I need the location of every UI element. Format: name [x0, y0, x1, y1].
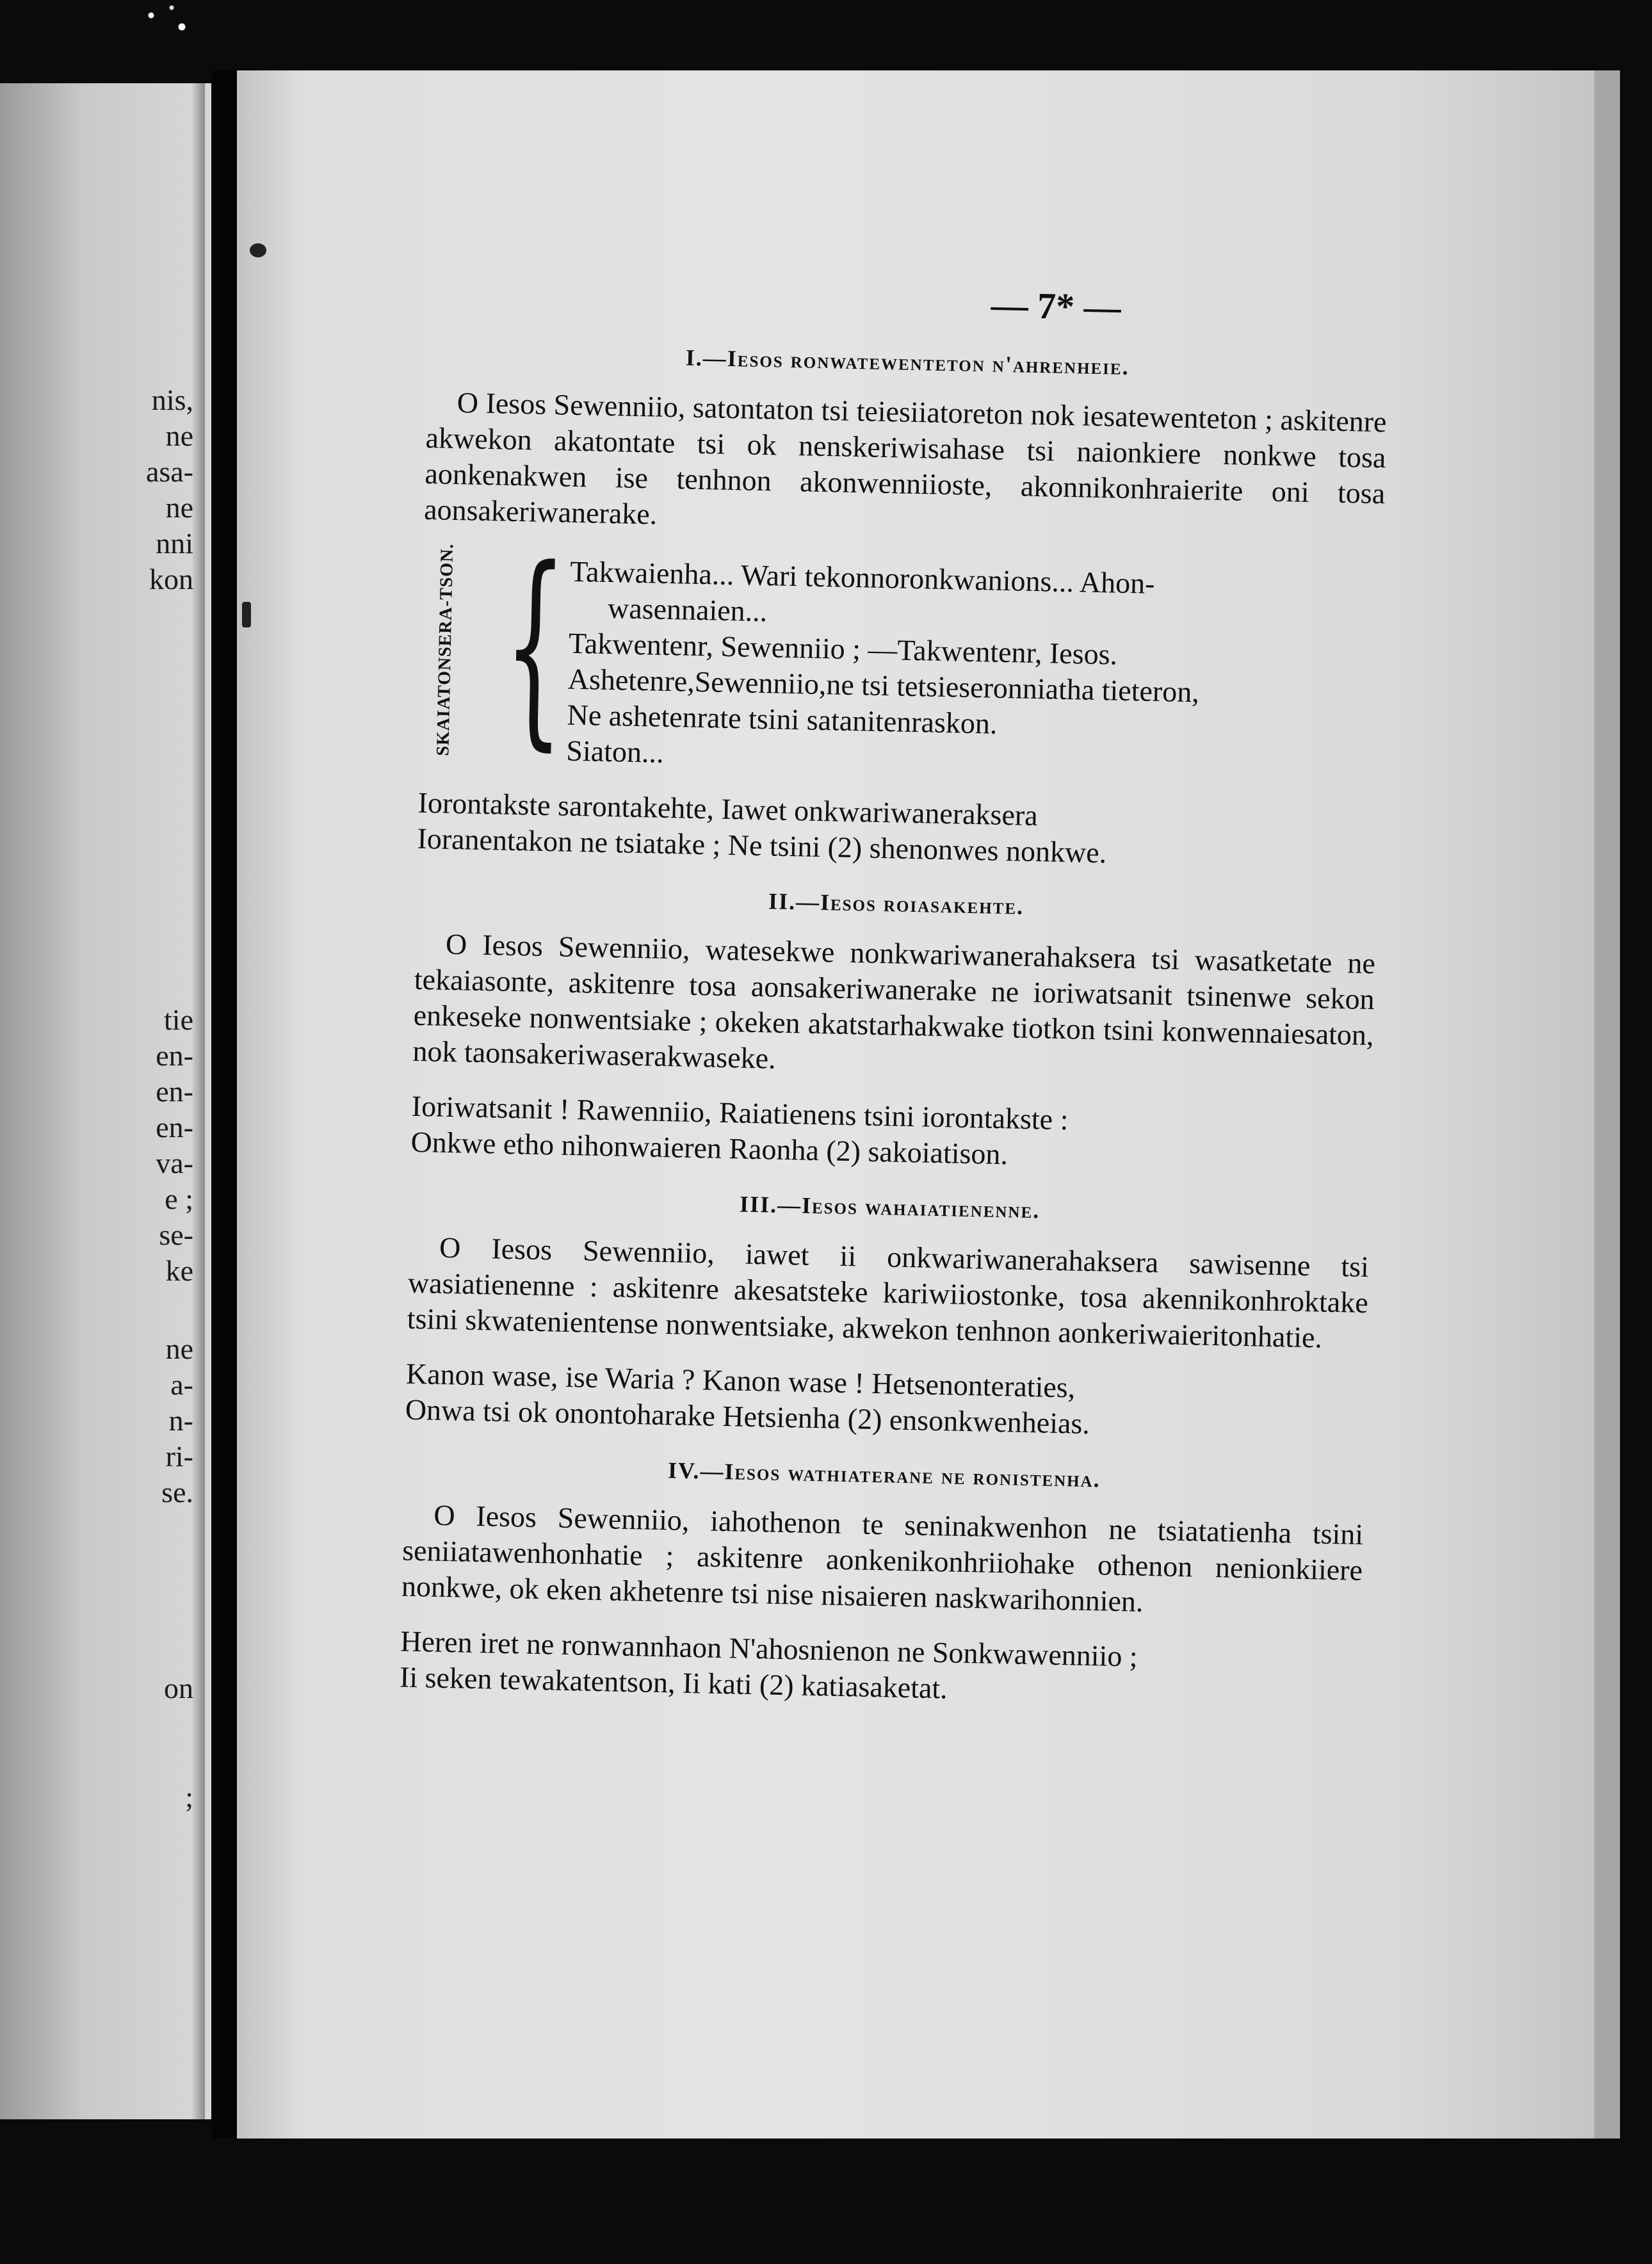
verse	[405, 1356, 1366, 1448]
bracket-line: Siaton...	[565, 734, 665, 769]
left-page-fragment: se.	[161, 1476, 193, 1508]
scan-specks	[141, 0, 192, 38]
left-page-fragment: en-	[156, 1111, 193, 1144]
verse	[400, 1624, 1361, 1715]
bracket-line: Ashetenre,Sewenniio,ne tsi tetsieseronniatha tieteron,	[567, 662, 1200, 709]
book-spine	[211, 70, 237, 2139]
left-page-fragment: en-	[156, 1039, 193, 1072]
verse-line: Heren iret ne ronwannhaon N'ahosnienon ne Sonkwawenniio ;	[400, 1624, 1138, 1673]
curly-brace: {	[501, 522, 568, 770]
bracket-line: wasennaien...	[607, 591, 768, 628]
left-page-fragment: on	[164, 1672, 193, 1704]
page-number: — 7* —	[991, 284, 1122, 328]
verse	[417, 785, 1379, 877]
left-page-fragment: en-	[156, 1075, 193, 1108]
section-paragraph: O Iesos Sewenniio, satontaton tsi teiesiiatoreton nok iesatewenteton ; askitenre akwekon akatontate tsi ok nenskeriwisahase tsi naionkiere nonkwe tosa aonkenakwen ise tenhnon akonwenniioste, akonnikonhraierite oni tosa aonsakeriwanerake.	[423, 385, 1388, 531]
left-page-fragment: asa-	[145, 455, 193, 488]
side-label-text: SKAIATONSERA-TSON.	[433, 543, 458, 756]
left-page-fragment: tie	[164, 1003, 193, 1036]
verse-line: Onwa tsi ok onontoharake Hetsienha (2) ensonkwenheias.	[405, 1393, 1090, 1440]
bracket-lines	[566, 554, 1384, 786]
left-page-fragment: e ;	[165, 1183, 193, 1215]
left-page-fragment: se-	[159, 1218, 193, 1251]
left-page-fragment: a-	[170, 1368, 193, 1401]
page-content	[399, 275, 1389, 1734]
left-page-fragment: nni	[156, 527, 193, 560]
bracket-line: Takwaienha... Wari tekonnoronkwanions... Ahon-	[569, 554, 1156, 600]
section-heading: I.—Iesos ronwatewenteton n'ahrenheie.	[685, 344, 1130, 380]
left-page-fragment: n-	[168, 1404, 193, 1437]
scan-mark	[242, 602, 251, 627]
left-page-fragment: kon	[149, 563, 193, 595]
section-paragraph: O Iesos Sewenniio, iahothenon te seninakwenhon ne tsiatatienha tsini seniiatawenhonhatie ; askitenre aonkenikonhriiohake othenon nenionkiiere nonkwe, ok eken akhetenre tsi nise nisaieren naskwarihonnien.	[401, 1498, 1364, 1618]
left-page-fragment: ri-	[165, 1440, 193, 1473]
left-page-fragment: ke	[165, 1254, 193, 1287]
section-paragraph: O Iesos Sewenniio, watesekwe nonkwariwanerahaksera tsi wasatketate ne tekaiasonte, askitenre tosa aonsakeriwanerake ne ioriwatsanit tsinenwe sekon enkeseke nonwentsiake ; okeken akatstarhakwake tiotkon tsini konwennaiesaton, nok taonsakeriwaserakwaseke.	[412, 927, 1376, 1075]
left-page	[0, 83, 211, 2119]
scan-mark	[250, 243, 266, 257]
section-heading: III.—Iesos wahaiatienenne.	[739, 1191, 1041, 1224]
prayer-bracket-block	[419, 522, 1384, 782]
section-paragraph: O Iesos Sewenniio, iawet ii onkwariwanerahaksera sawisenne tsi wasiatienenne : askitenre akesatsteke kariwiiostonke, tosa akennikonhroktake tsini skwatenientense nonwentsiake, akwekon tenhnon aonkeriwaieritonhatie.	[407, 1231, 1370, 1354]
side-label	[412, 543, 487, 757]
section-heading: II.—Iesos roiasakehte.	[768, 888, 1024, 919]
left-page-fragment: ne	[165, 419, 193, 452]
bracket-line: Takwentenr, Sewenniio ; —Takwentenr, Iesos.	[568, 626, 1118, 671]
verse-line: Kanon wase, ise Waria ? Kanon wase ! Hetsenonteraties,	[405, 1357, 1076, 1404]
verse-line: Ioriwatsanit ! Rawenniio, Raiatienens tsini iorontakste :	[411, 1089, 1069, 1136]
bracket-line: Ne ashetenrate tsini satanitenraskon.	[567, 698, 998, 740]
left-page-fragment: ;	[185, 1781, 193, 1813]
verse-line: Ii seken tewakatentson, Ii kati (2) katiasaketat.	[399, 1660, 948, 1705]
left-page-fragment: nis,	[151, 384, 193, 416]
section-heading: IV.—Iesos wathiaterane ne ronistenha.	[667, 1457, 1101, 1492]
verse-line: Iorontakste sarontakehte, Iawet onkwariwaneraksera	[417, 786, 1039, 832]
left-page-edge	[192, 83, 205, 2119]
verse-line: Onkwe etho nihonwaieren Raonha (2) sakoiatison.	[410, 1125, 1008, 1171]
right-page	[237, 70, 1620, 2139]
left-page-fragment: va-	[156, 1147, 193, 1179]
verse	[410, 1088, 1372, 1180]
left-page-fragment: ne	[165, 1332, 193, 1365]
verse-line: Ioranentakon ne tsiatake ; Ne tsini (2) shenonwes nonkwe.	[417, 821, 1107, 869]
left-page-fragment: ne	[165, 491, 193, 524]
